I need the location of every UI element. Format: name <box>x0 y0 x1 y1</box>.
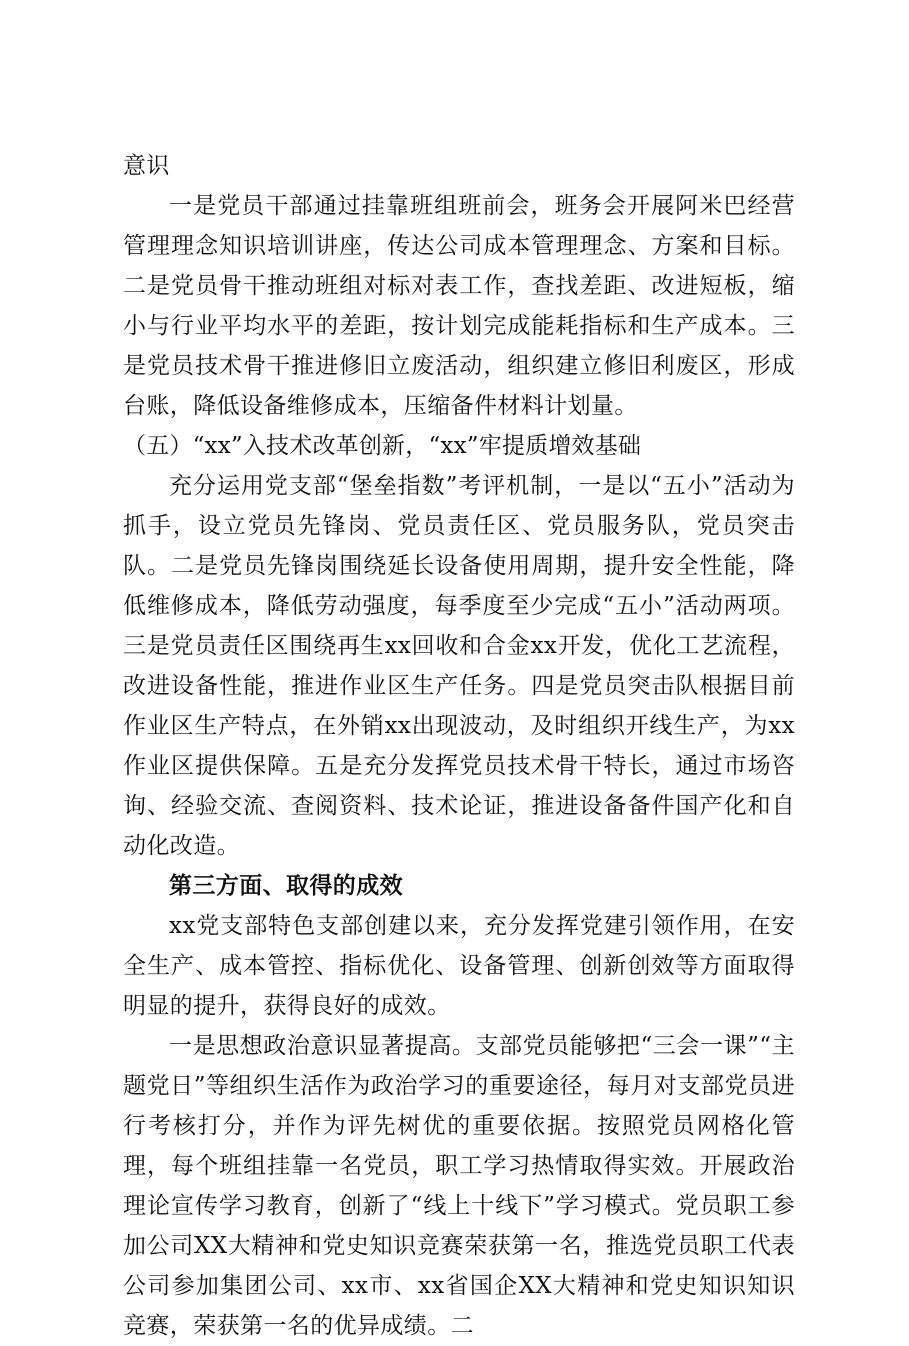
paragraph-cost-management: 一是党员干部通过挂靠班组班前会，班务会开展阿米巴经营管理理念知识培训讲座，传达公司成本管理理念、方案和目标。二是党员骨干推动班组对标对表工作，查找差距、改进短板，缩小与行业平均水平的差距，按计划完成能耗指标和生产成本。三是党员技术骨干推进修旧立废活动，组织建立修旧利废区，形成台账，降低设备维修成本，压缩备件材料计划量。 <box>123 193 795 419</box>
section-heading-results: 第三方面、取得的成效 <box>169 873 403 899</box>
document-body <box>123 146 795 1346</box>
section-heading-five: （五）“xx”入技术改革创新，“xx”牢提质增效基础 <box>123 433 642 459</box>
paragraph-innovation: 充分运用党支部“堡垒指数”考评机制，一是以“五小”活动为抓手，设立党员先锋岗、党员责任区、党员服务队，党员突击队。二是党员先锋岗围绕延长设备使用周期，提升安全性能，降低维修成本，降低劳动强度，每季度至少完成“五小”活动两项。三是党员责任区围绕再生xx回收和合金xx开发，优化工艺流程，改进设备性能，推进作业区生产任务。四是党员突击队根据目前作业区生产特点，在外销xx出现波动，及时组织开线生产，为xx作业区提供保障。五是充分发挥党员技术骨干特长，通过市场咨询、经验交流、查阅资料、技术论证，推进设备备件国产化和自动化改造。 <box>123 473 795 859</box>
paragraph-political-awareness: 一是思想政治意识显著提高。支部党员能够把“三会一课”“主题党日”等组织生活作为政治学习的重要途径，每月对支部党员进行考核打分，并作为评先树优的重要依据。按照党员网格化管理，每个班组挂靠一名党员，职工学习热情取得实效。开展政治理论宣传学习教育，创新了“线上十线下”学习模式。党员职工参加公司XX大精神和党史知识竞赛荣获第一名，推选党员职工代表公司参加集团公司、xx市、xx省国企XX大精神和党史知识知识竞赛，荣获第一名的优异成绩。二 <box>123 1033 795 1339</box>
paragraph-results-intro: xx党支部特色支部创建以来，充分发挥党建引领作用，在安全生产、成本管控、指标优化、设备管理、创新创效等方面取得明显的提升，获得良好的成效。 <box>123 913 795 1019</box>
paragraph-continuation: 意识 <box>123 153 170 179</box>
